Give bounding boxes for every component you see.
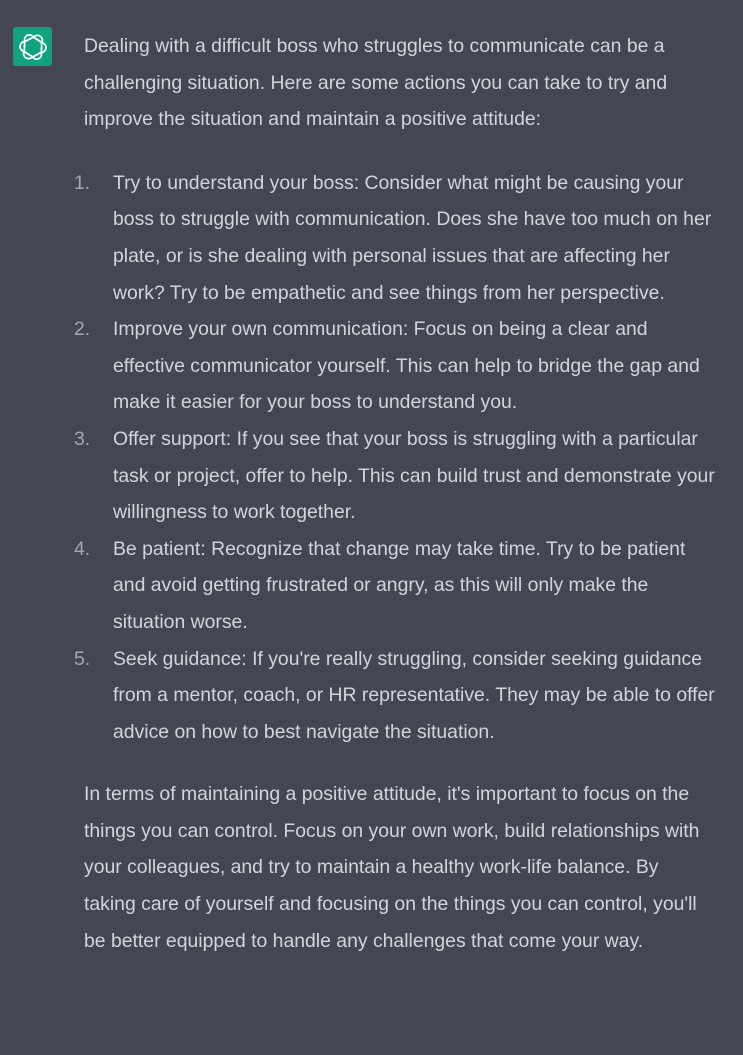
list-item-number: 1. (74, 171, 91, 194)
list-item (74, 421, 723, 531)
list-item-number: 3. (74, 427, 91, 450)
list-item-number: 2. (74, 318, 91, 341)
list-item-number: 5. (74, 647, 91, 670)
message-content (74, 28, 724, 959)
action-steps-list (74, 165, 724, 751)
list-item-number: 4. (74, 537, 91, 560)
list-item-text: Seek guidance: If you're really struggling, consider seeking guidance from a mentor, coach, or HR representative. They may be able to offer advice on how to best navigate the situation. (113, 647, 715, 743)
closing-paragraph: In terms of maintaining a positive attitude, it's important to focus on the things you can control. Focus on your own work, build relationships with your colleagues, and try to maintain a healthy work-life balance. By taking care of yourself and focusing on the things you can control, you'll be better equipped to handle any challenges that come your way. (84, 783, 700, 952)
list-item (74, 531, 723, 641)
intro-paragraph: Dealing with a difficult boss who struggles to communicate can be a challenging situation. Here are some actions you can take to try and improve the situation and maintain a positive attitude: (84, 35, 668, 131)
list-item (74, 641, 723, 751)
list-item-text: Offer support: If you see that your boss is struggling with a particular task or project, offer to help. This can build trust and demonstrate your willingness to work together. (113, 427, 715, 524)
list-item (74, 311, 723, 421)
list-item-text: Improve your own communication: Focus on being a clear and effective communicator yourself. This can help to bridge the gap and make it easier for your boss to understand you. (113, 318, 700, 414)
list-item (74, 165, 723, 311)
list-item-text: Try to understand your boss: Consider what might be causing your boss to struggle with communication. Does she have too much on her plate, or is she dealing with personal issues that are affecting her work? Try to be empathetic and see things from her perspective. (113, 171, 712, 304)
openai-logo-icon (19, 33, 47, 61)
list-item-text: Be patient: Recognize that change may take time. Try to be patient and avoid getting frustrated or angry, as this will only make the situation worse. (113, 537, 686, 633)
assistant-avatar (13, 27, 52, 66)
